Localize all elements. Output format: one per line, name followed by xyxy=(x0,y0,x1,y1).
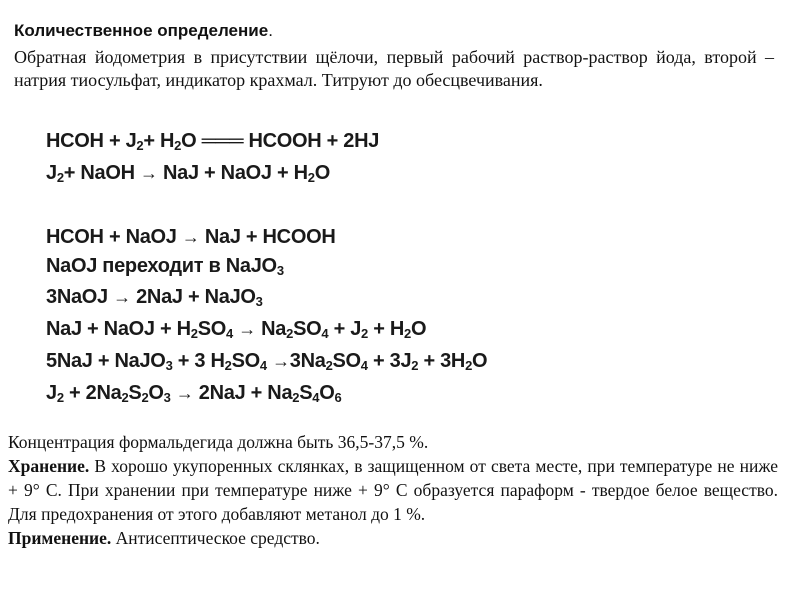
formula-text: O xyxy=(148,382,164,404)
subscript: 2 xyxy=(174,138,182,153)
section-heading xyxy=(14,20,774,42)
subscript: 2 xyxy=(56,170,64,185)
formula-text: S xyxy=(299,382,313,404)
subscript: 6 xyxy=(334,390,342,405)
subscript: 2 xyxy=(136,138,144,153)
formula-text: O xyxy=(472,350,488,372)
formula-text: 5NaJ + NaJO xyxy=(46,350,166,372)
concentration-text: Концентрация формальдегида должна быть 36,5-37,5 %. xyxy=(8,432,429,452)
reaction-arrow: → xyxy=(181,227,200,247)
reaction-arrow: → xyxy=(272,351,290,371)
subscript: 2 xyxy=(121,390,129,405)
subscript: 2 xyxy=(361,326,368,341)
method-section xyxy=(14,20,774,92)
equation-2 xyxy=(46,160,330,186)
storage-label: Хранение. xyxy=(8,456,90,476)
subscript: 2 xyxy=(224,358,232,373)
formula-text: + 3H xyxy=(418,350,466,372)
formula-text: O xyxy=(314,162,330,184)
usage-label: Применение. xyxy=(8,528,112,548)
storage-text: В хорошо укупоренных склянках, в защищенном от света месте, при температуре не ниже + 9° С. При хранении при температуре ниже + 9° С образуется параформ - твердое белое вещество. Для предохранения от этого добавляют метанол до 1 %. xyxy=(8,456,778,524)
formula-text: J xyxy=(46,162,57,184)
formula-text: + NaOH xyxy=(63,162,141,184)
equation-1 xyxy=(46,128,379,154)
formula-text: + H xyxy=(367,318,405,340)
subscript: 3 xyxy=(165,358,173,373)
subscript: 2 xyxy=(307,170,315,185)
formula-text: Na xyxy=(255,318,287,340)
subscript: 2 xyxy=(404,326,411,341)
usage-paragraph xyxy=(8,526,778,550)
subscript: 4 xyxy=(321,326,329,341)
formula-text: HCOH + NaOJ xyxy=(46,226,182,248)
formula-text: O xyxy=(410,318,427,340)
formula-text: 3Na xyxy=(289,350,326,372)
reaction-arrow: → xyxy=(113,287,131,307)
equation-4 xyxy=(46,253,284,279)
storage-paragraph xyxy=(8,454,778,526)
formula-text: 2NaJ + NaJO xyxy=(130,286,256,308)
formula-text: 3NaOJ xyxy=(46,286,114,308)
formula-text: NaJ + NaOJ + H xyxy=(46,318,191,340)
equation-3 xyxy=(46,224,335,250)
formula-text: HCOH + J xyxy=(46,130,137,152)
formula-text: O xyxy=(319,382,335,404)
properties-section xyxy=(8,430,778,550)
reaction-arrow: → xyxy=(238,319,256,339)
formula-text: NaJ + NaOJ + H xyxy=(157,162,308,184)
formula-text: + J xyxy=(328,318,362,340)
subscript: 3 xyxy=(276,263,284,278)
formula-text: O ═══ HCOOH + 2HJ xyxy=(181,130,380,152)
equation-7 xyxy=(46,348,487,374)
equation-8 xyxy=(46,380,341,406)
method-description: Обратная йодометрия в присутствии щёлочи, первый рабочий раствор-раствор йода, второй –натрия тиосульфат, индикатор крахмал. Титруют до обесцвечивания. xyxy=(14,47,774,90)
section-heading-dot: . xyxy=(268,21,273,40)
subscript: 2 xyxy=(141,390,149,405)
subscript: 4 xyxy=(226,326,233,341)
subscript: 3 xyxy=(255,294,263,309)
formula-text: + 3J xyxy=(367,350,412,372)
section-heading-text: Количественное определение xyxy=(14,21,269,40)
subscript: 4 xyxy=(312,390,320,405)
reaction-arrow: → xyxy=(140,163,158,183)
formula-text: SO xyxy=(293,318,322,340)
usage-text: Антисептическое средство. xyxy=(111,528,320,548)
subscript: 4 xyxy=(259,358,267,373)
formula-text: NaOJ переходит в NaJO xyxy=(46,255,277,277)
subscript: 2 xyxy=(56,390,64,405)
equation-5 xyxy=(46,284,263,310)
subscript: 2 xyxy=(465,358,473,373)
formula-text: 2NaJ + Na xyxy=(193,382,293,404)
subscript: 2 xyxy=(325,358,333,373)
formula-text: NaJ + HCOOH xyxy=(199,226,336,248)
formula-text: SO xyxy=(197,318,226,340)
equation-6 xyxy=(46,316,426,342)
subscript: 2 xyxy=(411,358,419,373)
subscript: 4 xyxy=(360,358,368,373)
formula-text: + 2Na xyxy=(63,382,122,404)
formula-text: + 3 H xyxy=(172,350,225,372)
formula-text: SO xyxy=(231,350,260,372)
subscript: 2 xyxy=(292,390,300,405)
subscript: 2 xyxy=(190,326,198,341)
subscript: 2 xyxy=(286,326,294,341)
formula-text: J xyxy=(46,382,57,404)
formula-text: SO xyxy=(332,350,361,372)
formula-text: + H xyxy=(143,130,175,152)
formula-text: S xyxy=(128,382,142,404)
subscript: 3 xyxy=(163,390,171,405)
reaction-arrow: → xyxy=(175,383,194,403)
